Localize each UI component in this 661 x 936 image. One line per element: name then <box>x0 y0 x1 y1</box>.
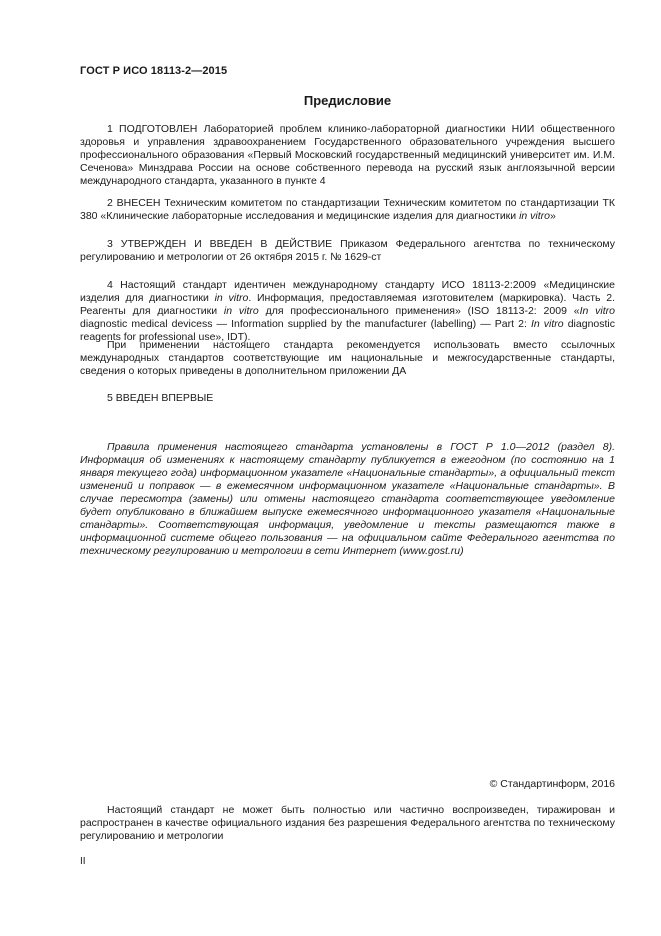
paragraph-first-introduced: 5 ВВЕДЕН ВПЕРВЫЕ <box>107 392 214 404</box>
paragraph-prepared-by: 1 ПОДГОТОВЛЕН Лабораторией проблем клинико-лабораторной диагностики НИИ общественного здоровья и управления здравоохранением Государственного образовательного учреждения высшего профессионального образования «Первый Московский государственный медицинский университет им. И.М. Сеченова» Минздрава России на основе собственного перевода на русский язык англоязычной версии международного стандарта, указанного в пункте 4 <box>80 123 615 187</box>
in-vitro-term-3: In vitro <box>579 305 615 317</box>
identical-text-e: diagnostic reagents for professional use», IDT). <box>80 318 615 343</box>
identical-text-d: diagnostic medical devicess — Information supplied by the manufacturer (labelling) — Part 2: <box>80 318 531 330</box>
paragraph-introduced-by-end: » <box>550 210 556 222</box>
paragraph-approved: 3 УТВЕРЖДЕН И ВВЕДЕН В ДЕЙСТВИЕ Приказом Федерального агентства по техническому регулированию и метрологии от 26 октября 2015 г. № 1629-ст <box>80 238 615 263</box>
paragraph-reference-standards: При применении настоящего стандарта рекомендуется использовать вместо ссылочных международных стандартов соответствующие им национальные и межгосударственные стандарты, сведения о которых приведены в дополнительном приложении ДА <box>80 339 615 377</box>
application-rules-notice: Правила применения настоящего стандарта установлены в ГОСТ Р 1.0—2012 (раздел 8). Информация об изменениях к настоящему стандарту публикуется в ежегодном (по состоянию на 1 января текущего года) информационном указателе «Национальные стандарты», а официальный текст изменений и поправок — в ежемесячном информационном указателе «Национальные стандарты». В случае пересмотра (замены) или отмены настоящего стандарта соответствующее уведомление будет опубликовано в ближайшем выпуске ежемесячного информационного указателя «Национальные стандарты». Соответствующая информация, уведомление и тексты размещаются также в информационной системе общего пользования — на официальном сайте Федерального агентства по техническому регулированию и метрологии в сети Интернет (www.gost.ru) <box>80 441 615 557</box>
paragraph-introduced-by-text: 2 ВНЕСЕН Техническим комитетом по стандартизации Техническим комитетом по стандартизации ТК 380 «Клинические лабораторные исследования и медицинские изделия для диагностики <box>80 197 615 222</box>
copyright-line: © Стандартинформ, 2016 <box>489 778 615 790</box>
foreword-title: Предисловие <box>303 93 392 108</box>
identical-text-b: . Информация, предоставляемая изготовителем (маркировка). Часть 2. Реагенты для диагностики <box>80 292 616 317</box>
reproduction-rights-notice: Настоящий стандарт не может быть полностью или частично воспроизведен, тиражирован и распространен в качестве официального издания без разрешения Федерального агентства по техническому регулированию и метрологии <box>80 804 615 842</box>
paragraph-identical-standard <box>80 279 615 344</box>
in-vitro-term-4: In vitro <box>530 318 564 330</box>
page-number: II <box>80 856 86 867</box>
in-vitro-term: in vitro <box>519 210 550 222</box>
identical-text-a: 4 Настоящий стандарт идентичен международному стандарту ИСО 18113-2:2009 «Медицинские изделия для диагностики <box>80 279 615 304</box>
in-vitro-term-1: in vitro <box>214 292 249 304</box>
in-vitro-term-2: in vitro <box>223 305 259 317</box>
paragraph-introduced-by <box>80 197 615 223</box>
document-code-header: ГОСТ Р ИСО 18113-2—2015 <box>80 65 228 77</box>
identical-text-c: для профессионального применения» (ISO 18113-2: 2009 « <box>258 305 580 317</box>
